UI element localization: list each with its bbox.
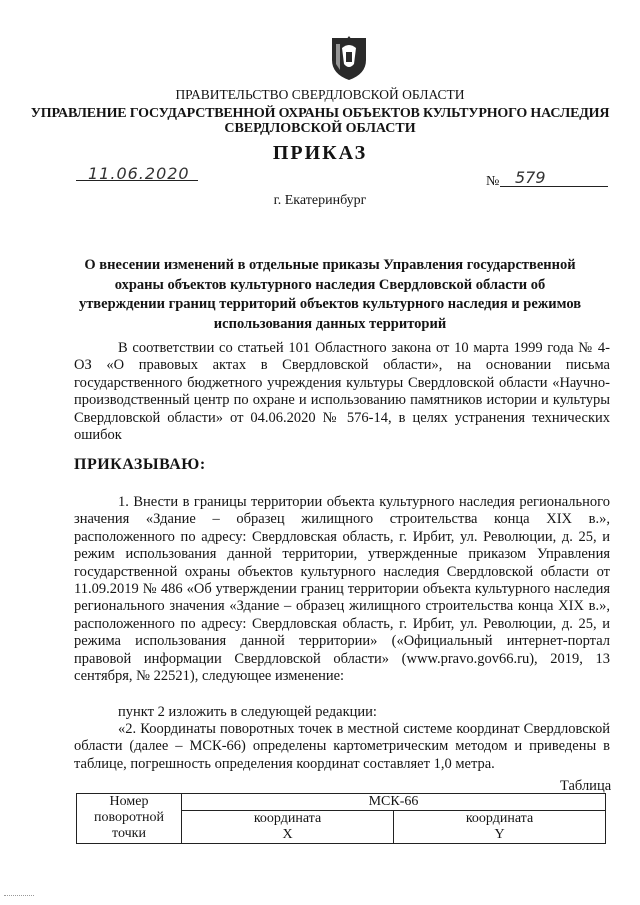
- date-underline: [76, 180, 198, 181]
- department-name: УПРАВЛЕНИЕ ГОСУДАРСТВЕННОЙ ОХРАНЫ ОБЪЕКТОВ КУЛЬТУРНОГО НАСЛЕДИЯ: [30, 106, 610, 121]
- x-coord-label: координата: [253, 811, 322, 826]
- item-1-paragraph: 1. Внести в границы территории объекта культурного наследия регионального значения «Здание – образец жилищного строительства конца XIX в.», расположенного по адресу: Свердловская область, г. Ирбит, ул. Революции, д. 25, и режим использования данной территории, утвержденные приказом Управления государственной охраны объектов культурного наследия Свердловской области от 11.09.2019 № 486 «Об утверждении границ территории объекта культурного наследия регионального значения «Здание – образец жилищного строительства конца XIX в.», расположенного по адресу: Свердловская область, г. Ирбит, ул. Революции, д. 25, и режима использования данной территории» («Официальный интернет-портал правовой информации Свердловской области» (www.pravo.gov66.ru), 2019, 13 сентября, № 22521), следующее изменение:: [74, 494, 610, 685]
- coordinate-system-header: МСК-66: [182, 794, 606, 811]
- document-city: г. Екатеринбург: [273, 193, 367, 208]
- point-number-header: Номер поворотной точки: [77, 794, 182, 844]
- y-axis-label: Y: [494, 827, 505, 842]
- order-word: ПРИКАЗЫВАЮ:: [74, 456, 206, 473]
- number-underline: [500, 186, 608, 187]
- scan-artifact: [4, 895, 34, 899]
- department-region: СВЕРДЛОВСКОЙ ОБЛАСТИ: [224, 121, 416, 136]
- table-header-row: [77, 794, 606, 811]
- coat-of-arms-icon: [328, 34, 370, 82]
- x-axis-label: X: [282, 827, 293, 842]
- document-type: ПРИКАЗ: [272, 142, 368, 164]
- document-number: 579: [515, 168, 546, 187]
- government-name: ПРАВИТЕЛЬСТВО СВЕРДЛОВСКОЙ ОБЛАСТИ: [175, 87, 465, 102]
- preamble-paragraph: В соответствии со статьей 101 Областного закона от 10 марта 1999 года № 4-ОЗ «О правовых актах в Свердловской области», на основании письма государственного бюджетного учреждения культуры Свердловской области «Научно-производственный центр по охране и использованию памятников истории и культуры Свердловской области» от 04.06.2020 № 576-14, в целях устранения технических ошибок: [74, 340, 610, 444]
- x-header: [182, 811, 394, 844]
- document-date: 11.06.2020: [88, 164, 190, 183]
- y-header: [394, 811, 606, 844]
- item-1-subpoint: пункт 2 изложить в следующей редакции:: [118, 704, 377, 720]
- item-1-quote: «2. Координаты поворотных точек в местной системе координат Свердловской области (далее – МСК-66) определены картометрическим методом и приведены в таблице, погрешность определения координат составляет 1,0 метра.: [74, 721, 610, 772]
- y-coord-label: координата: [465, 811, 534, 826]
- table-caption: Таблица: [560, 778, 612, 794]
- number-label: №: [486, 174, 500, 189]
- document-heading: О внесении изменений в отдельные приказы Управления государственной охраны объектов культурного наследия Свердловской области об утверждении границ территорий объектов культурного наследия и режимов использования данных территорий: [78, 257, 582, 332]
- coordinates-table: [76, 793, 606, 844]
